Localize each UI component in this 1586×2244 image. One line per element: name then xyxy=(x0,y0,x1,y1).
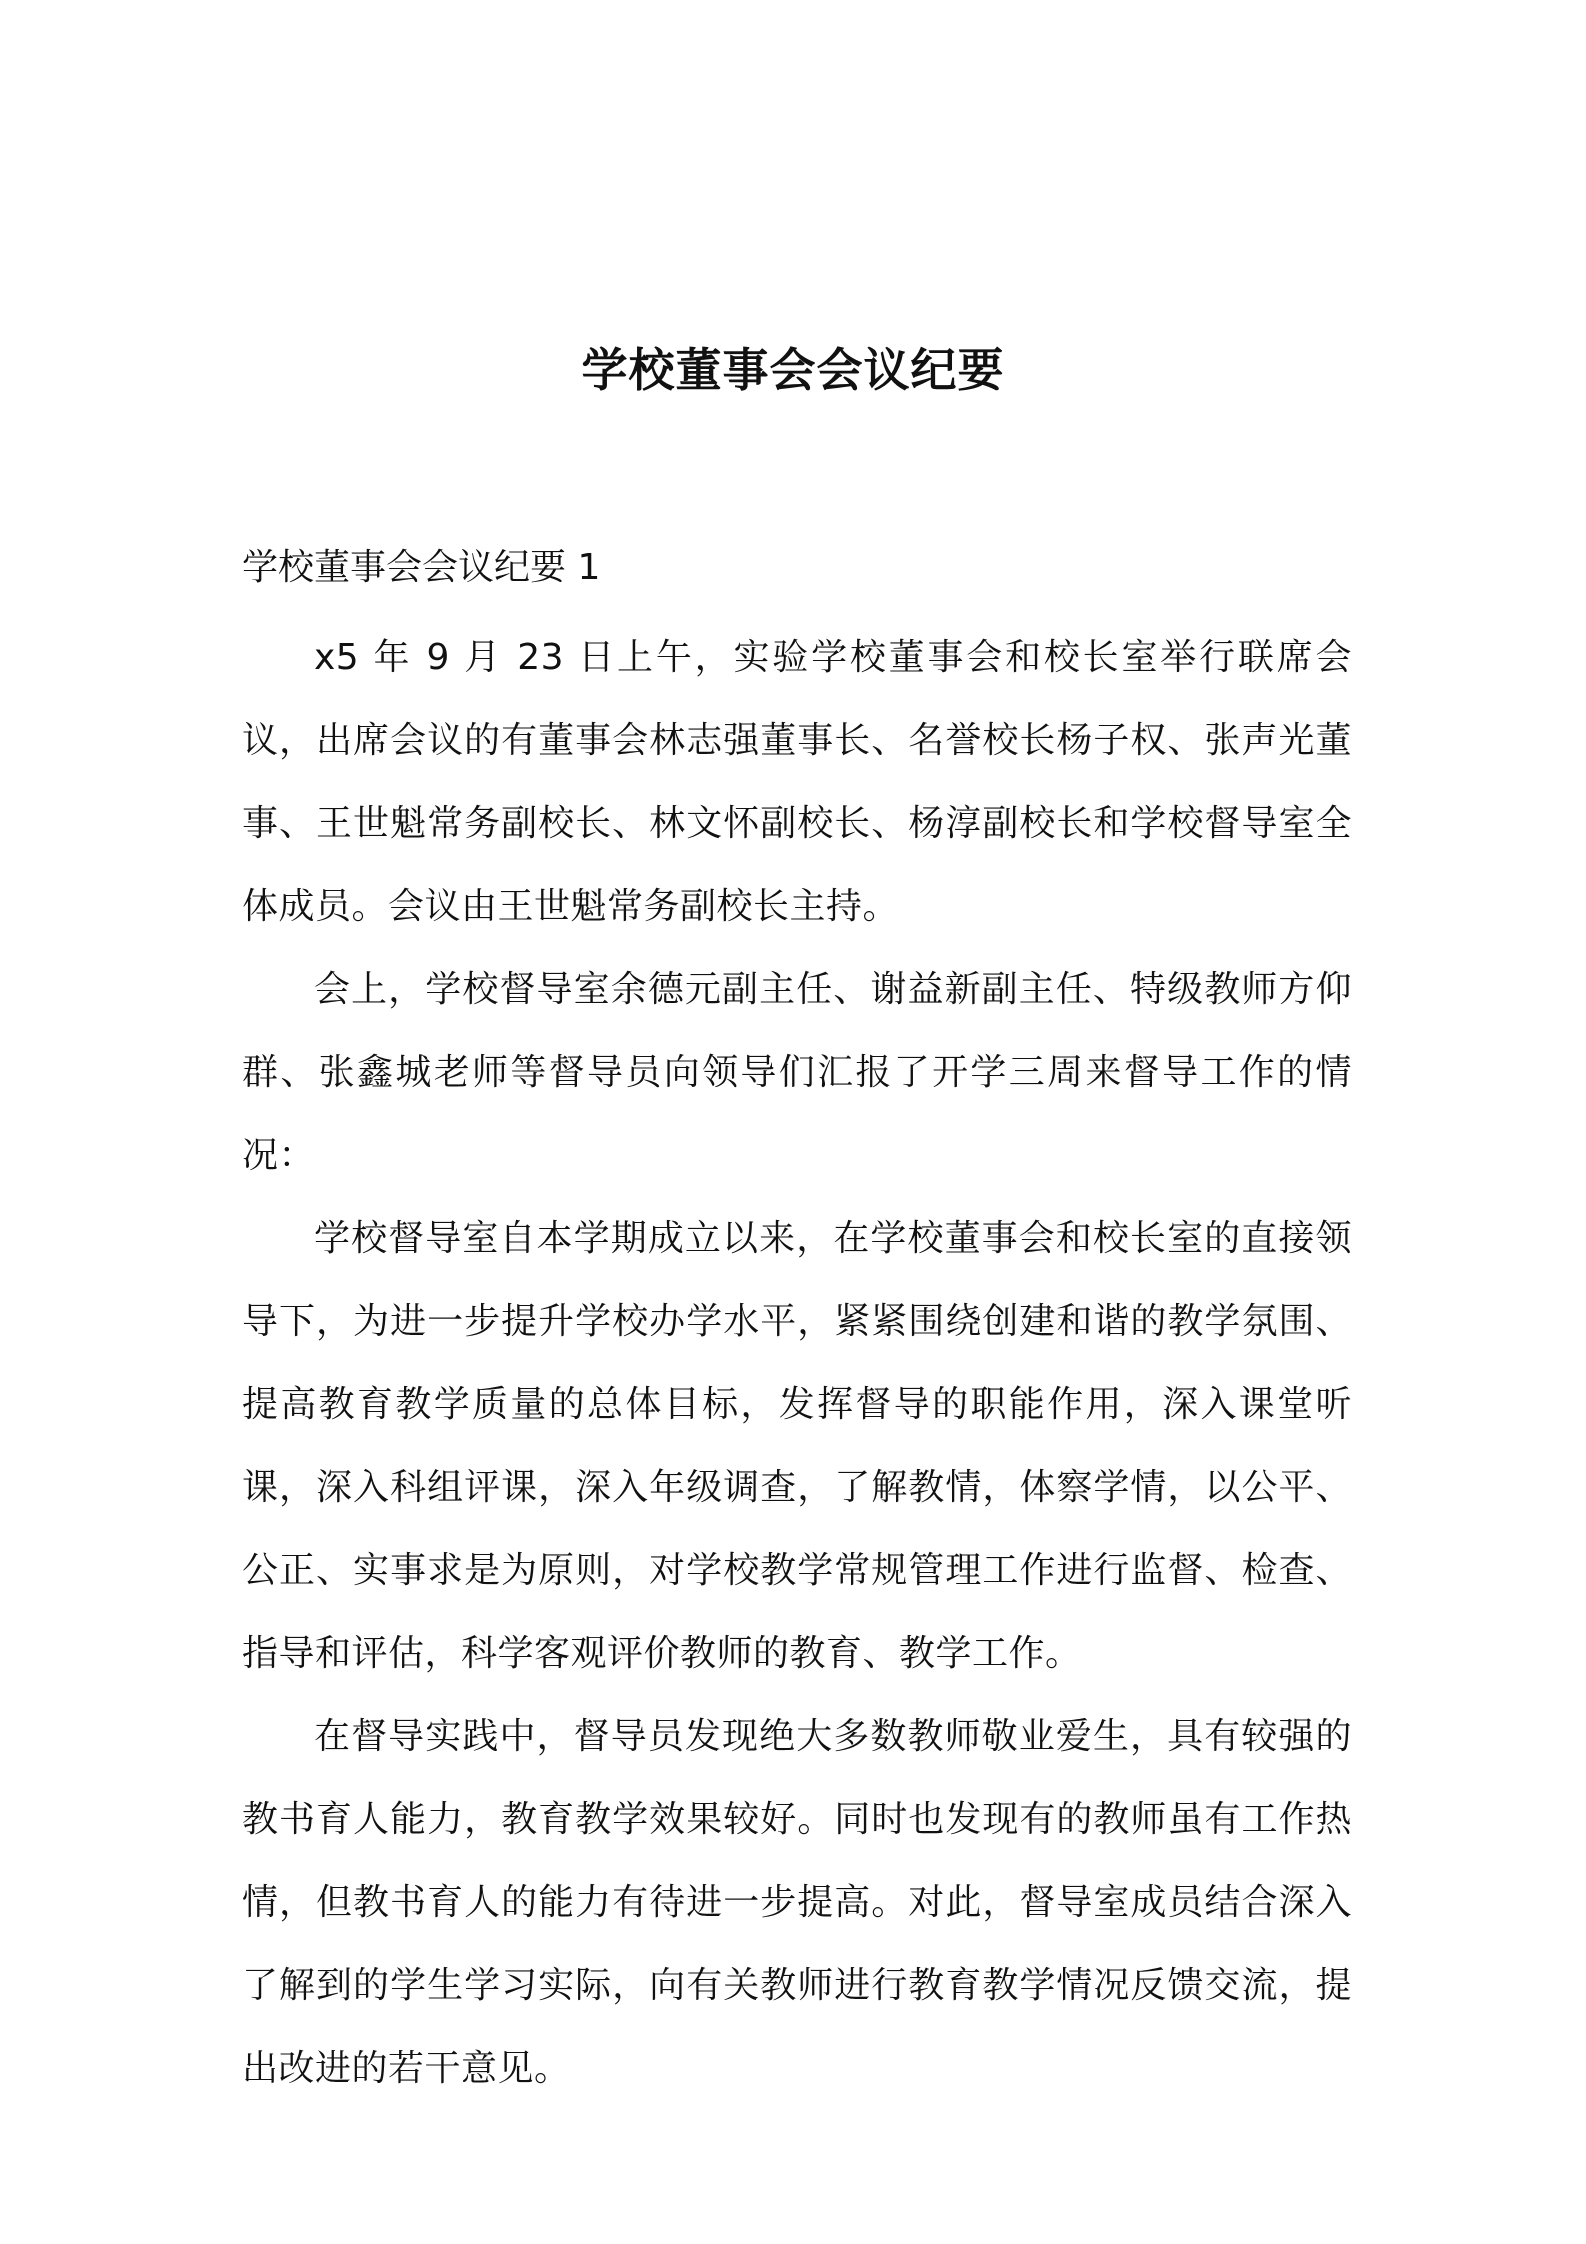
paragraph-supervision-practice: 在督导实践中，督导员发现绝大多数教师敬业爱生，具有较强的教书育人能力，教育教学效果较好。同时也发现有的教师虽有工作热情，但教书育人的能力有待进一步提高。对此，督导室成员结合深入了解到的学生学习实际，向有关教师进行教育教学情况反馈交流，提出改进的若干意见。 xyxy=(242,1716,1352,2089)
document-title: 学校董事会会议纪要 xyxy=(581,343,1005,397)
document-body xyxy=(242,534,1352,2110)
paragraph-supervision-office: 学校督导室自本学期成立以来，在学校董事会和校长室的直接领导下，为进一步提升学校办学水平，紧紧围绕创建和谐的教学氛围、提高教育教学质量的总体目标，发挥督导的职能作用，深入课堂听课，深入科组评课，深入年级调查，了解教情，体察学情，以公平、公正、实事求是为原则，对学校教学常规管理工作进行监督、检查、指导和评估，科学客观评价教师的教育、教学工作。 xyxy=(242,1218,1352,1674)
paragraph-supervisor-report: 会上，学校督导室余德元副主任、谢益新副主任、特级教师方仰群、张鑫城老师等督导员向领导们汇报了开学三周来督导工作的情况： xyxy=(242,969,1352,1176)
paragraph-meeting-attendees: x5 年 9 月 23 日上午，实验学校董事会和校长室举行联席会议，出席会议的有董事会林志强董事长、名誉校长杨子权、张声光董事、王世魁常务副校长、林文怀副校长、杨淳副校长和学校督导室全体成员。会议由王世魁常务副校长主持。 xyxy=(242,637,1352,927)
section-heading: 学校董事会会议纪要 1 xyxy=(242,547,601,588)
